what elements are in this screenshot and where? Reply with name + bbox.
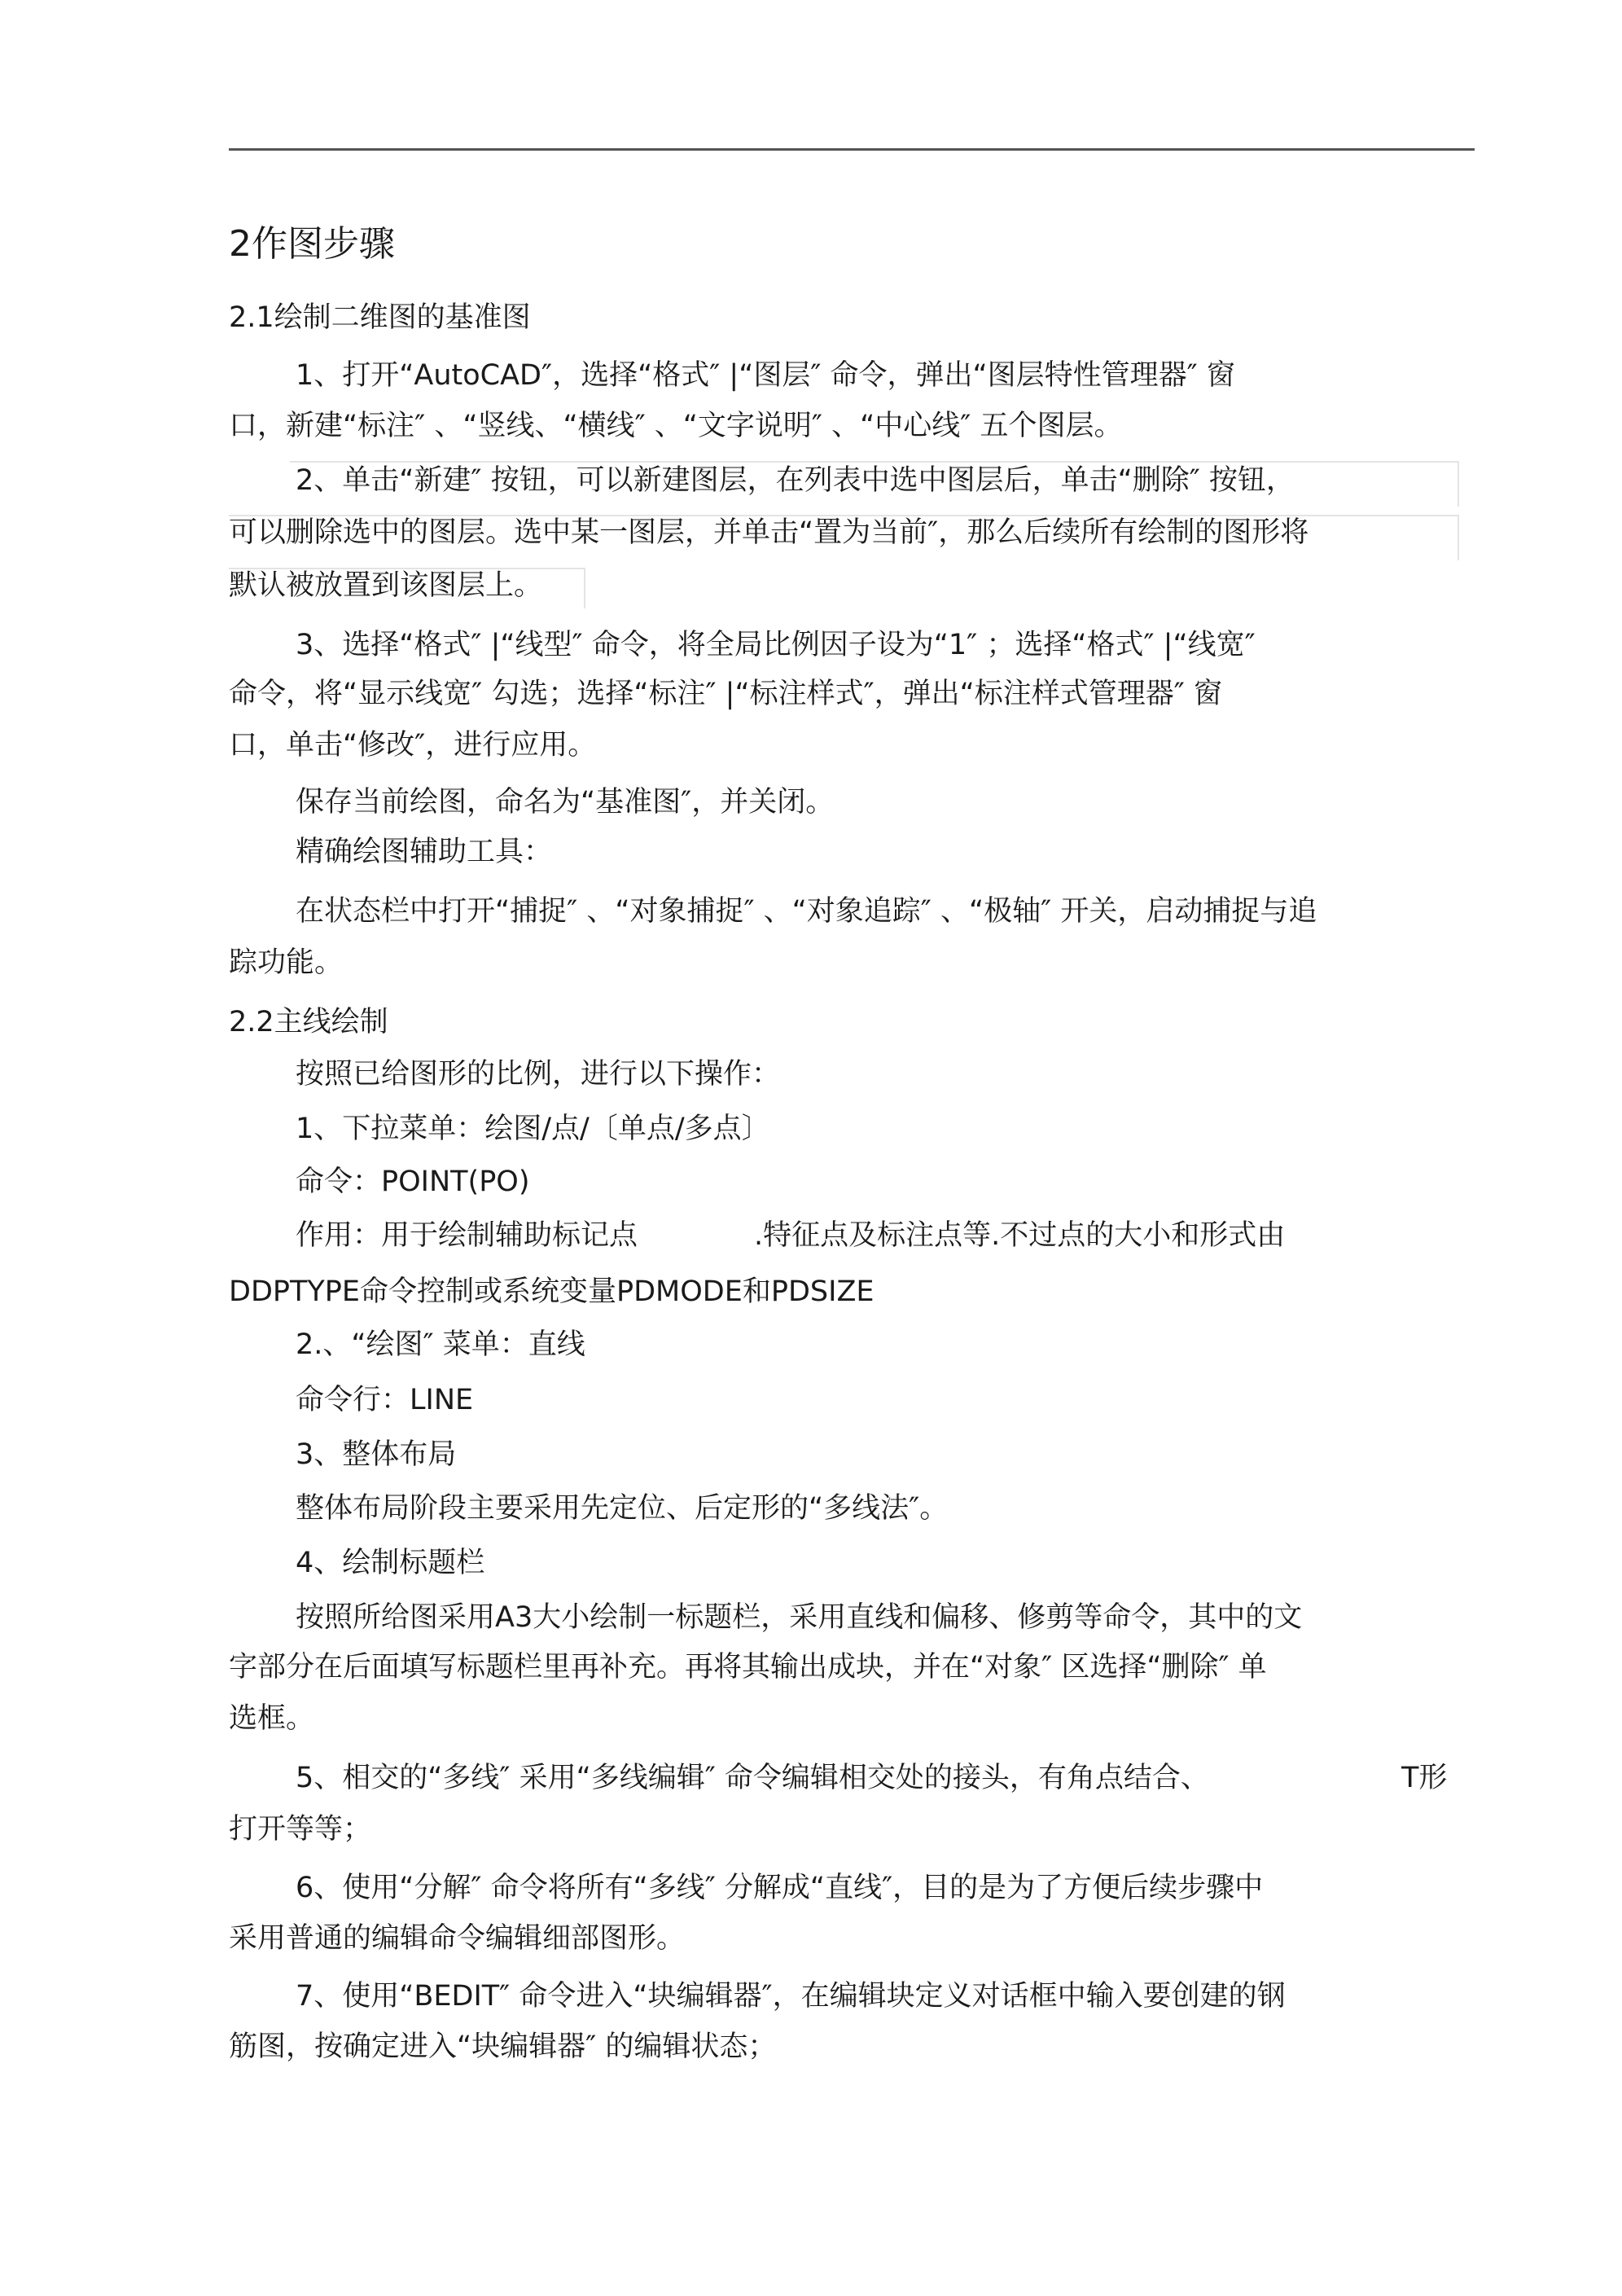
section-title: 2作图步骤 [229, 223, 395, 265]
item-1-command: 命令：POINT(PO) [296, 1166, 530, 1198]
para-2-line-2: 可以删除选中的图层。选中某一图层，并单击“置为当前″，那么后续所有绘制的图形将 [229, 516, 1309, 549]
item-1-usage-c: DDPTYPE命令控制或系统变量PDMODE和PDSIZE [229, 1275, 875, 1308]
item-5-line-1b: T形 [1401, 1762, 1448, 1794]
item-4-line-1: 按照所给图采用A3大小绘制一标题栏，采用直线和偏移、修剪等命令，其中的文 [296, 1601, 1303, 1634]
para-save: 保存当前绘图，命名为“基准图″，并关闭。 [296, 786, 835, 819]
para-3-line-2: 命令，将“显示线宽″ 勾选；选择“标注″ |“标注样式″，弹出“标注样式管理器″ 窗 [229, 678, 1222, 710]
para-3-line-1: 3、选择“格式″ |“线型″ 命令，将全局比例因子设为“1″ ；选择“格式″ |“线宽″ [296, 629, 1256, 661]
item-7-line-2: 筋图，按确定进入“块编辑器″ 的编辑状态； [229, 2030, 777, 2063]
item-1-usage-b: .特征点及标注点等.不过点的大小和形式由 [754, 1219, 1286, 1252]
item-2-command: 命令行：LINE [296, 1384, 474, 1416]
item-5-line-2: 打开等等； [229, 1813, 372, 1846]
para-status-line-2: 踪功能。 [229, 946, 344, 979]
para-1-line-2: 口，新建“标注″ 、“竖线、“横线″ 、“文字说明″ 、“中心线″ 五个图层。 [229, 410, 1123, 442]
heading-2-2: 2.2主线绘制 [229, 1006, 388, 1038]
item-5-line-1a: 5、相交的“多线″ 采用“多线编辑″ 命令编辑相交处的接头，有角点结合、 [296, 1762, 1209, 1794]
item-6-line-2: 采用普通的编辑命令编辑细部图形。 [229, 1922, 686, 1955]
para-intro: 按照已给图形的比例，进行以下操作： [296, 1058, 781, 1091]
para-3-line-3: 口，单击“修改″，进行应用。 [229, 729, 597, 762]
item-1-usage-a: 作用：用于绘制辅助标记点 [296, 1219, 638, 1252]
item-3: 3、整体布局 [296, 1438, 457, 1471]
item-4-line-3: 选框。 [229, 1702, 315, 1735]
item-7-line-1: 7、使用“BEDIT″ 命令进入“块编辑器″，在编辑块定义对话框中输入要创建的钢 [296, 1980, 1286, 2013]
para-2-line-1: 2、单击“新建″ 按钮，可以新建图层，在列表中选中图层后，单击“删除″ 按钮， [296, 464, 1295, 497]
item-3-desc: 整体布局阶段主要采用先定位、后定形的“多线法″。 [296, 1492, 949, 1525]
para-1-line-1: 1、打开“AutoCAD″，选择“格式″ |“图层″ 命令，弹出“图层特性管理器″ 窗 [296, 359, 1235, 392]
para-tools: 精确绘图辅助工具： [296, 836, 553, 868]
item-1: 1、下拉菜单：绘图/点/〔单点/多点〕 [296, 1113, 770, 1145]
item-6-line-1: 6、使用“分解″ 命令将所有“多线″ 分解成“直线″，目的是为了方便后续步骤中 [296, 1872, 1264, 1904]
heading-2-1: 2.1绘制二维图的基准图 [229, 301, 531, 334]
item-4-line-2: 字部分在后面填写标题栏里再补充。再将其输出成块，并在“对象″ 区选择“删除″ 单 [229, 1651, 1267, 1684]
para-2-line-3: 默认被放置到该图层上。 [229, 569, 543, 602]
item-2: 2.、“绘图″ 菜单：直线 [296, 1328, 585, 1361]
item-4: 4、绘制标题栏 [296, 1547, 485, 1579]
header-rule [229, 148, 1475, 151]
para-status-line-1: 在状态栏中打开“捕捉″ 、“对象捕捉″ 、“对象追踪″ 、“极轴″ 开关，启动捕捉与追 [296, 895, 1317, 928]
